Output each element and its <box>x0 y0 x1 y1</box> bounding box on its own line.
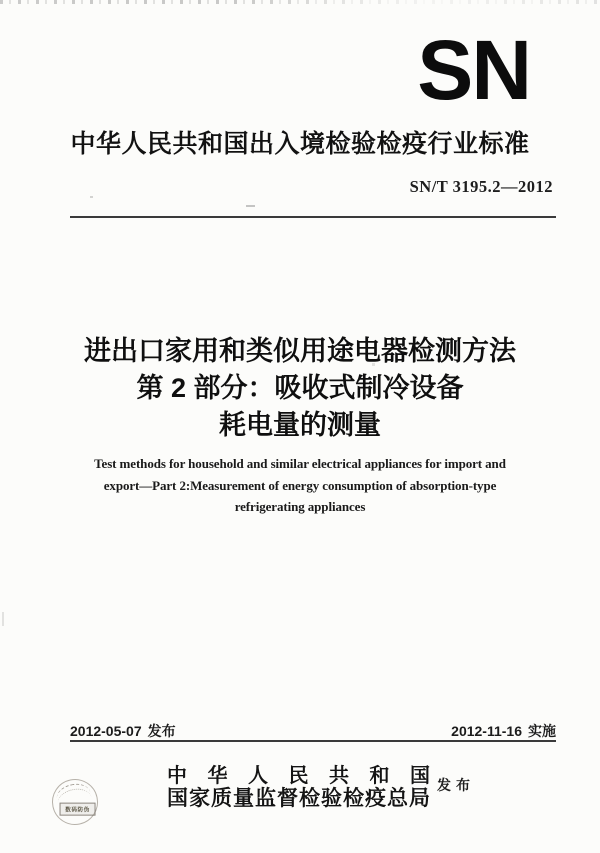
scan-artifact-band <box>0 0 600 4</box>
noise-speck <box>90 196 93 198</box>
chinese-title-line-2: 第 2 部分：吸收式制冷设备 <box>136 373 464 403</box>
english-title-line-1: Test methods for household and similar electrical appliances for import and <box>94 456 506 471</box>
top-rule <box>70 216 556 218</box>
seal-label-box <box>60 803 96 816</box>
chinese-title-line-1: 进出口家用和类似用途电器检测方法 <box>84 336 516 366</box>
implementation-date-label: 实施 <box>528 723 556 739</box>
english-title <box>50 453 550 518</box>
bottom-rule <box>70 740 556 742</box>
noise-speck <box>246 205 255 207</box>
english-title-line-2: export—Part 2:Measurement of energy consumption of absorption-type <box>103 477 497 493</box>
publisher-name-line-2: 国家质量监督检验检疫总局 <box>167 786 431 810</box>
publisher-name-line-1: 中华人民共和国 <box>167 765 451 787</box>
release-label: 发布 <box>437 777 475 793</box>
noise-speck <box>372 363 375 366</box>
issue-date-value: 2012-05-07 <box>70 723 142 739</box>
noise-speck <box>2 612 4 626</box>
sn-logo: SN <box>417 23 530 117</box>
seal-label: 数码防伪 <box>65 807 90 814</box>
chinese-title <box>0 333 600 444</box>
implementation-date <box>451 721 556 741</box>
implementation-date-value: 2012-11-16 <box>451 723 522 739</box>
chinese-title-line-3: 耗电量的测量 <box>219 410 381 440</box>
standard-category-title: 中华人民共和国出入境检验检疫行业标准 <box>70 130 530 158</box>
anti-counterfeit-seal <box>48 775 103 830</box>
publisher-block <box>167 765 451 810</box>
issue-date <box>70 721 176 741</box>
issue-date-label: 发布 <box>147 723 176 739</box>
date-row <box>70 721 556 741</box>
english-title-line-3: refrigerating appliances <box>234 499 366 514</box>
standard-number: SN/T 3195.2—2012 <box>409 177 553 196</box>
